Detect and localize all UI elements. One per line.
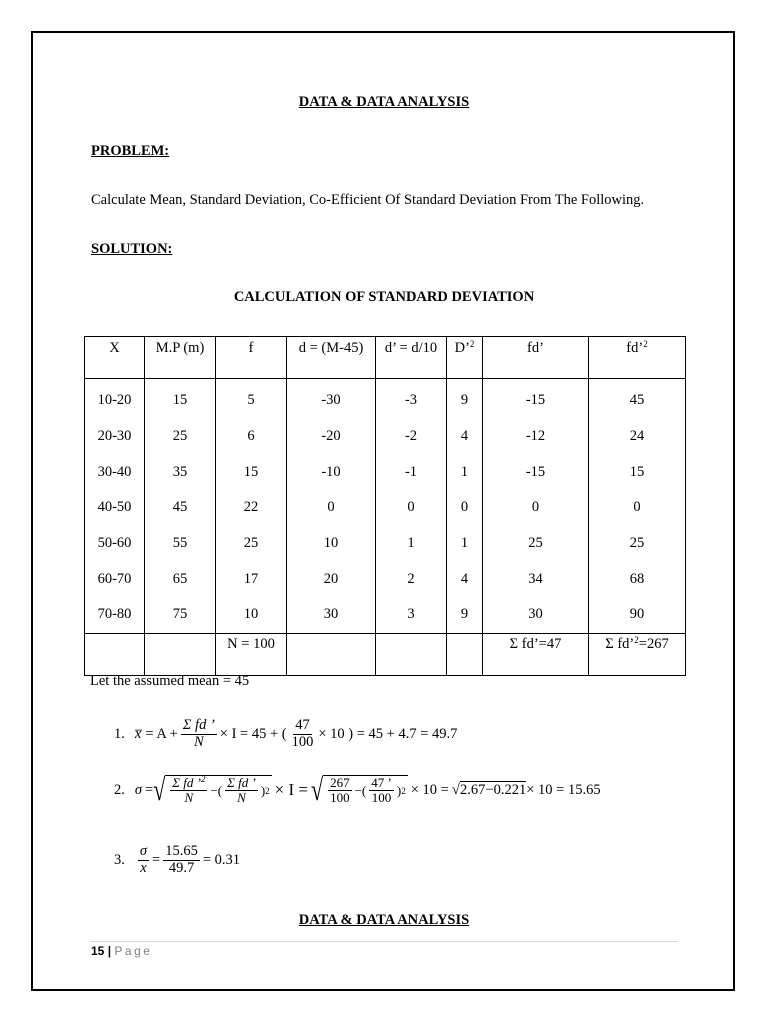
formula-mean: [114, 718, 457, 751]
table-cell: 4: [447, 561, 483, 597]
formula-text: =: [145, 781, 154, 798]
footer-divider: [90, 941, 678, 942]
table-cell: 50-60: [85, 526, 145, 562]
table-row: [85, 419, 686, 455]
table-row: [85, 561, 686, 597]
footer-separator: |: [107, 944, 112, 958]
table-cell: 90: [589, 597, 686, 633]
table-cell: -15: [483, 379, 589, 419]
table-row: [85, 526, 686, 562]
table-cell: -15: [483, 454, 589, 490]
table-cell: [85, 633, 145, 675]
formula-text: = A +: [145, 725, 178, 742]
table-cell: 24: [589, 419, 686, 455]
table-cell: 65: [145, 561, 216, 597]
table-cell: -2: [376, 419, 447, 455]
table-cell: 9: [447, 379, 483, 419]
table-cell: 17: [216, 561, 287, 597]
sqrt-expression: √ $\frac{\Sigma fd ’^2}{N}$ −( $\frac{\text{Σ fd ’}}{N}$ ) 2: [153, 772, 270, 808]
table-cell: 15: [216, 454, 287, 490]
formula-text: × 10 = 15.65: [526, 781, 601, 798]
table-cell: 75: [145, 597, 216, 633]
table-cell: -12: [483, 419, 589, 455]
total-sum-fd: Σ fd’=47: [483, 633, 589, 675]
table-row: [85, 597, 686, 633]
table-cell: 40-50: [85, 490, 145, 526]
table-cell: [287, 633, 376, 675]
table-cell: 6: [216, 419, 287, 455]
table-cell: 1: [447, 526, 483, 562]
header-d-prime-squared: D’$^2$: [447, 337, 483, 379]
total-sum-fd-squared: Σ fd’$^2$=267: [589, 633, 686, 675]
total-n: N = 100: [216, 633, 287, 675]
table-cell: 0: [376, 490, 447, 526]
table-cell: -10: [287, 454, 376, 490]
formula-fraction: $\frac{\sigma}{x}$: [139, 843, 148, 876]
problem-heading: PROBLEM:: [91, 143, 170, 159]
table-cell: 1: [447, 454, 483, 490]
formula-number: 1.: [114, 725, 125, 742]
formula-number: 2.: [114, 781, 125, 798]
table-cell: 10: [287, 526, 376, 562]
table-cell: -3: [376, 379, 447, 419]
formula-standard-deviation: [114, 772, 601, 808]
table-totals-row: [85, 633, 686, 675]
table-cell: 25: [483, 526, 589, 562]
table-row: [85, 454, 686, 490]
table-cell: -30: [287, 379, 376, 419]
page-label: Page: [114, 944, 153, 958]
formula-text: =: [152, 851, 161, 868]
formula-symbol: σ: [134, 781, 143, 798]
sqrt-expression: √ 2.67−0.221: [451, 781, 527, 799]
table-cell: 70-80: [85, 597, 145, 633]
table-cell: -1: [376, 454, 447, 490]
table-cell: 1: [376, 526, 447, 562]
sqrt-expression: √ $\frac{267}{100}$ −( $\frac{47 ’}{100}$ ) 2: [311, 772, 406, 808]
table-row: [85, 379, 686, 419]
table-cell: 35: [145, 454, 216, 490]
table-cell: 5: [216, 379, 287, 419]
table-cell: 45: [145, 490, 216, 526]
problem-text: Calculate Mean, Standard Deviation, Co-Efficient Of Standard Deviation From The Following.: [91, 192, 645, 208]
formula-fraction: $\frac{\text{Σ fd ’}}{N}$: [182, 717, 215, 750]
table-cell: 45: [589, 379, 686, 419]
formula-fraction: $\frac{47}{100}$: [291, 717, 314, 750]
formula-symbol: x̅: [134, 725, 142, 742]
table-cell: 0: [483, 490, 589, 526]
formula-number: 3.: [114, 851, 125, 868]
table-cell: 60-70: [85, 561, 145, 597]
bottom-title: DATA & DATA ANALYSIS: [298, 912, 470, 928]
formula-coefficient: [114, 844, 240, 877]
formula-text: × 10 =: [410, 781, 449, 798]
table-cell: 9: [447, 597, 483, 633]
header-fd-prime: fd’: [483, 337, 589, 379]
table-cell: 55: [145, 526, 216, 562]
header-fd-prime-squared: fd’$^2$: [589, 337, 686, 379]
table-cell: 0: [287, 490, 376, 526]
table-cell: 10-20: [85, 379, 145, 419]
assumed-mean-text: Let the assumed mean = 45: [90, 673, 250, 689]
table-cell: 0: [589, 490, 686, 526]
table-cell: 20: [287, 561, 376, 597]
page-title: DATA & DATA ANALYSIS: [298, 94, 470, 110]
table-cell: 25: [145, 419, 216, 455]
table-cell: 4: [447, 419, 483, 455]
table-row: [85, 490, 686, 526]
header-f: f: [216, 337, 287, 379]
footer: [91, 944, 152, 958]
table-cell: 22: [216, 490, 287, 526]
table-cell: 34: [483, 561, 589, 597]
table-cell: -20: [287, 419, 376, 455]
table-header-row: [85, 337, 686, 379]
formula-text: × I = 45 + (: [219, 725, 287, 742]
table-cell: 15: [589, 454, 686, 490]
solution-heading: SOLUTION:: [91, 241, 173, 257]
table-cell: 30: [287, 597, 376, 633]
table-cell: [145, 633, 216, 675]
header-mp: M.P (m): [145, 337, 216, 379]
table-cell: 20-30: [85, 419, 145, 455]
table-cell: 2: [376, 561, 447, 597]
table-cell: 3: [376, 597, 447, 633]
table-cell: 30-40: [85, 454, 145, 490]
page-number: 15: [91, 944, 105, 958]
table-cell: 25: [216, 526, 287, 562]
formula-text: × I =: [274, 780, 308, 800]
table-title: CALCULATION OF STANDARD DEVIATION: [233, 289, 535, 305]
formula-text: × 10 ) = 45 + 4.7 = 49.7: [318, 725, 458, 742]
table-cell: 0: [447, 490, 483, 526]
header-x: X: [85, 337, 145, 379]
table-cell: [376, 633, 447, 675]
formula-text: = 0.31: [202, 851, 241, 868]
table-cell: [447, 633, 483, 675]
formula-fraction: $\frac{15.65}{49.7}$: [165, 843, 198, 876]
table-cell: 10: [216, 597, 287, 633]
table-cell: 68: [589, 561, 686, 597]
table-cell: 25: [589, 526, 686, 562]
table-cell: 30: [483, 597, 589, 633]
table-cell: 15: [145, 379, 216, 419]
header-d: d = (M-45): [287, 337, 376, 379]
standard-deviation-table: [84, 336, 686, 676]
header-d-prime: d’ = d/10: [376, 337, 447, 379]
